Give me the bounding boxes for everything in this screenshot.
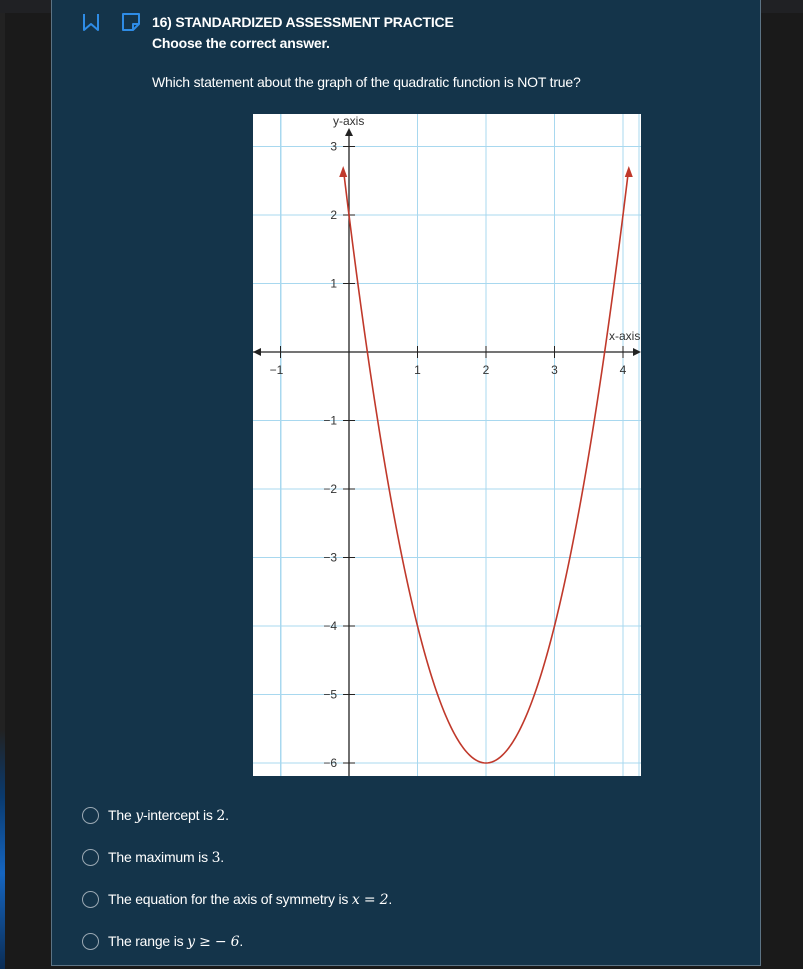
radio-button[interactable] — [82, 807, 99, 824]
quadratic-graph — [253, 114, 641, 776]
radio-button[interactable] — [82, 849, 99, 866]
note-icon[interactable] — [121, 12, 141, 32]
question-title: 16) STANDARDIZED ASSESSMENT PRACTICE — [152, 14, 454, 30]
question-instruction: Choose the correct answer. — [152, 35, 330, 51]
parabola-arrow-left — [339, 166, 347, 177]
y-tick-label: −5 — [323, 687, 337, 702]
choice-d[interactable] — [82, 930, 243, 952]
y-axis-arrow — [345, 128, 353, 136]
parabola-arrow-right — [625, 166, 633, 177]
choice-b[interactable] — [82, 846, 224, 868]
y-tick-label: 1 — [330, 276, 337, 291]
chart-svg — [253, 114, 641, 776]
x-axis-label: x-axis — [609, 329, 641, 343]
x-axis-arrow — [633, 348, 641, 356]
choice-a-text: The y-intercept is 2. — [108, 806, 229, 824]
choice-c-text: The equation for the axis of symmetry is x = 2. — [108, 890, 393, 908]
y-tick-label: 3 — [330, 139, 337, 154]
y-axis-label: y-axis — [333, 114, 365, 128]
x-tick-label: 1 — [414, 363, 421, 377]
radio-button[interactable] — [82, 891, 99, 908]
y-tick-label: −4 — [323, 619, 337, 633]
bookmark-icon[interactable] — [82, 12, 100, 32]
radio-button[interactable] — [82, 933, 99, 950]
y-tick-label: −1 — [323, 413, 337, 428]
choice-c[interactable] — [82, 888, 392, 910]
x-axis-arrow-left — [253, 348, 261, 356]
y-tick-label: 2 — [330, 208, 337, 222]
question-prompt: Which statement about the graph of the quadratic function is NOT true? — [152, 74, 581, 90]
y-tick-label: −6 — [323, 756, 337, 770]
x-tick-label: 4 — [619, 363, 627, 377]
left-gutter — [5, 13, 51, 969]
y-tick-label: −3 — [323, 550, 337, 565]
x-tick-label: 3 — [551, 363, 558, 377]
grid-lines — [253, 114, 641, 776]
tick-labels — [270, 114, 641, 770]
right-gutter — [762, 13, 803, 969]
choice-d-text: The range is y ≥ − 6. — [108, 932, 244, 950]
choice-a[interactable] — [82, 804, 229, 826]
y-tick-label: −2 — [323, 482, 337, 496]
choice-b-text: The maximum is 3. — [108, 848, 224, 866]
x-tick-label: 2 — [482, 363, 490, 377]
x-tick-label: −1 — [269, 363, 284, 377]
axes — [253, 128, 641, 776]
ticks — [281, 147, 624, 764]
